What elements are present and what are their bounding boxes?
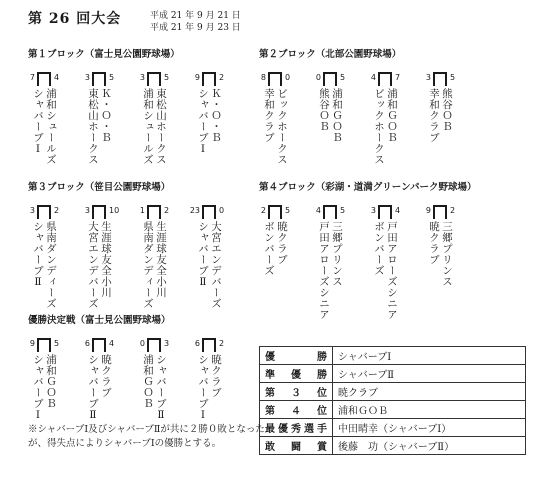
result-label: 最優秀選手 (260, 419, 333, 437)
bracket-line (335, 205, 337, 219)
bracket-line (268, 205, 270, 219)
left-team: シャバーブⅡ (32, 221, 44, 289)
bracket-line (92, 338, 94, 352)
left-team: 大宮エンデバーズ (87, 221, 99, 309)
right-team: 熊谷ＯＢ (441, 88, 453, 132)
left-team: 浦和シュールズ (142, 88, 154, 165)
left-score: 7 (29, 73, 35, 82)
left-score: 3 (84, 73, 90, 82)
bracket-line (202, 205, 204, 219)
bracket-line (390, 72, 392, 86)
match (28, 62, 76, 174)
bracket-line (214, 72, 216, 86)
right-score: 10 (109, 206, 120, 215)
right-score: 3 (164, 339, 170, 348)
right-team: 東松山ホークス (155, 88, 167, 165)
bracket-line (147, 72, 149, 86)
bracket-line (147, 205, 149, 219)
block-title: 第２ブロック（北部公園野球場） (259, 49, 402, 60)
right-team: ビックホークス (276, 88, 288, 165)
right-team: 浦和ＧＯＢ (331, 88, 343, 143)
right-score: 5 (340, 73, 346, 82)
match (314, 195, 362, 320)
match (28, 195, 76, 307)
left-team: ボンバーズ (373, 221, 385, 276)
left-team: シャバーブⅠ (197, 88, 209, 156)
result-label: 優勝 (260, 347, 333, 365)
right-team: 暁クラブ (210, 354, 222, 398)
right-score: 2 (164, 206, 170, 215)
results-row (260, 419, 526, 437)
right-score: 5 (164, 73, 170, 82)
bracket-line (335, 72, 337, 86)
right-team: Ｋ・Ｏ・Ｂ (100, 88, 112, 143)
left-score: 9 (425, 206, 431, 215)
right-score: 4 (395, 206, 401, 215)
result-value: シャバーブⅡ (333, 365, 526, 383)
bracket-line (280, 72, 282, 86)
left-score: 0 (315, 73, 321, 82)
tiebreak-note: ※シャバーブⅠ及びシャバーブⅡが共に２勝０敗となったが、得失点によりシャバーブⅠの優勝とする。 (28, 424, 265, 449)
left-score: 9 (194, 73, 200, 82)
bracket-line (49, 338, 51, 352)
right-score: 0 (285, 73, 291, 82)
match (259, 195, 307, 307)
right-score: 2 (54, 206, 60, 215)
right-team: 暁クラブ (100, 354, 112, 398)
left-team: 幸和クラブ (428, 88, 440, 143)
tournament-dates (150, 10, 241, 34)
match (369, 62, 417, 174)
bracket-line (378, 72, 380, 86)
left-score: 0 (139, 339, 145, 348)
results-row (260, 401, 526, 419)
bracket-line (37, 338, 39, 352)
result-label: 第３位 (260, 383, 333, 401)
right-score: 5 (109, 73, 115, 82)
match (138, 195, 186, 307)
left-team: ビックホークス (373, 88, 385, 165)
bracket-line (280, 205, 282, 219)
bracket-line (104, 72, 106, 86)
right-score: 5 (450, 73, 456, 82)
right-team: 浦和ＧＯＢ (386, 88, 398, 143)
bracket-line (104, 205, 106, 219)
date-2: 平成 21 年 9 月 23 日 (150, 23, 241, 33)
match (424, 62, 472, 174)
left-team: 暁クラブ (428, 221, 440, 265)
bracket-line (323, 72, 325, 86)
left-score: 8 (260, 73, 266, 82)
left-score: 3 (29, 206, 35, 215)
right-score: 2 (450, 206, 456, 215)
left-score: 1 (139, 206, 145, 215)
bracket-line (92, 205, 94, 219)
result-value: 後藤 功（シャバーブⅡ） (333, 437, 526, 455)
right-score: 4 (54, 73, 60, 82)
bracket-line (433, 205, 435, 219)
left-score: 6 (84, 339, 90, 348)
bracket-line (159, 72, 161, 86)
left-score: 4 (370, 73, 376, 82)
left-team: シャバーブⅡ (197, 221, 209, 289)
results-row (260, 437, 526, 455)
block-title: 第３ブロック（笹目公園野球場） (28, 182, 171, 193)
left-score: 2 (260, 206, 266, 215)
left-score: 9 (29, 339, 35, 348)
right-score: 5 (54, 339, 60, 348)
right-team: 生涯球友全小川 (100, 221, 112, 298)
bracket-line (202, 338, 204, 352)
left-team: 浦和ＧＯＢ (142, 354, 154, 409)
match (83, 195, 131, 307)
right-team: シャバーブⅡ (155, 354, 167, 422)
right-score: 4 (109, 339, 115, 348)
match (189, 195, 241, 309)
left-score: 3 (139, 73, 145, 82)
result-label: 敢闘賞 (260, 437, 333, 455)
bracket-line (49, 205, 51, 219)
bracket-line (202, 72, 204, 86)
left-team: ボンバーズ (263, 221, 275, 276)
right-score: 5 (340, 206, 346, 215)
right-team: 浦和シュールズ (45, 88, 57, 165)
right-team: 三郷プリンス (441, 221, 453, 287)
left-score: 3 (425, 73, 431, 82)
bracket-line (37, 205, 39, 219)
right-team: 大宮エンデバーズ (210, 221, 222, 309)
date-1: 平成 21 年 9 月 21 日 (150, 11, 241, 21)
results-row (260, 365, 526, 383)
match (314, 62, 362, 174)
bracket-line (323, 205, 325, 219)
results-table (259, 346, 526, 455)
right-team: 浦和ＧＯＢ (45, 354, 57, 409)
right-team: 暁クラブ (276, 221, 288, 265)
right-team: 戸田アローズシニア (386, 221, 398, 320)
left-team: シャバーブⅠ (197, 354, 209, 422)
result-value: 浦和ＧＯＢ (333, 401, 526, 419)
block-title: 優勝決定戦（富士見公園野球場） (28, 315, 171, 326)
bracket-line (445, 205, 447, 219)
match (83, 62, 131, 174)
bracket-line (268, 72, 270, 86)
match (369, 195, 417, 320)
result-value: シャバーブⅠ (333, 347, 526, 365)
right-team: Ｋ・Ｏ・Ｂ (210, 88, 222, 143)
bracket-line (445, 72, 447, 86)
result-label: 第４位 (260, 401, 333, 419)
match (424, 195, 472, 307)
left-score: 4 (315, 206, 321, 215)
right-score: 2 (219, 339, 225, 348)
tournament-title: 第 26 回大会 (28, 11, 122, 27)
right-team: 三郷プリンス (331, 221, 343, 287)
results-row (260, 347, 526, 365)
left-team: 東松山ホークス (87, 88, 99, 165)
block-title: 第１ブロック（富士見公園野球場） (28, 49, 180, 60)
bracket-line (92, 72, 94, 86)
right-score: 2 (219, 73, 225, 82)
match (259, 62, 307, 174)
right-team: 生涯球友全小川 (155, 221, 167, 298)
left-team: 戸田アローズシニア (318, 221, 330, 320)
block-title: 第４ブロック（彩湖・道満グリーンパーク野球場） (259, 182, 477, 193)
left-team: 熊谷ＯＢ (318, 88, 330, 132)
left-team: シャバーブⅠ (32, 354, 44, 422)
left-team: シャバーブⅠ (32, 88, 44, 156)
left-score: 23 (189, 206, 200, 215)
bracket-line (37, 72, 39, 86)
bracket-line (49, 72, 51, 86)
left-score: 3 (370, 206, 376, 215)
bracket-line (378, 205, 380, 219)
right-team: 県南ダンディーズ (45, 221, 57, 309)
bracket-line (433, 72, 435, 86)
match (193, 62, 241, 174)
bracket-line (159, 338, 161, 352)
result-value: 中田晴幸（シャバーブⅠ） (333, 419, 526, 437)
right-score: 0 (219, 206, 225, 215)
right-score: 5 (285, 206, 291, 215)
bracket-line (390, 205, 392, 219)
results-row (260, 383, 526, 401)
left-score: 3 (84, 206, 90, 215)
bracket-line (147, 338, 149, 352)
left-team: 県南ダンディーズ (142, 221, 154, 309)
result-label: 準優勝 (260, 365, 333, 383)
bracket-line (214, 205, 216, 219)
right-score: 7 (395, 73, 401, 82)
left-team: シャバーブⅡ (87, 354, 99, 422)
result-value: 暁クラブ (333, 383, 526, 401)
left-team: 幸和クラブ (263, 88, 275, 143)
left-score: 6 (194, 339, 200, 348)
bracket-line (104, 338, 106, 352)
bracket-line (159, 205, 161, 219)
match (138, 62, 186, 174)
bracket-line (214, 338, 216, 352)
